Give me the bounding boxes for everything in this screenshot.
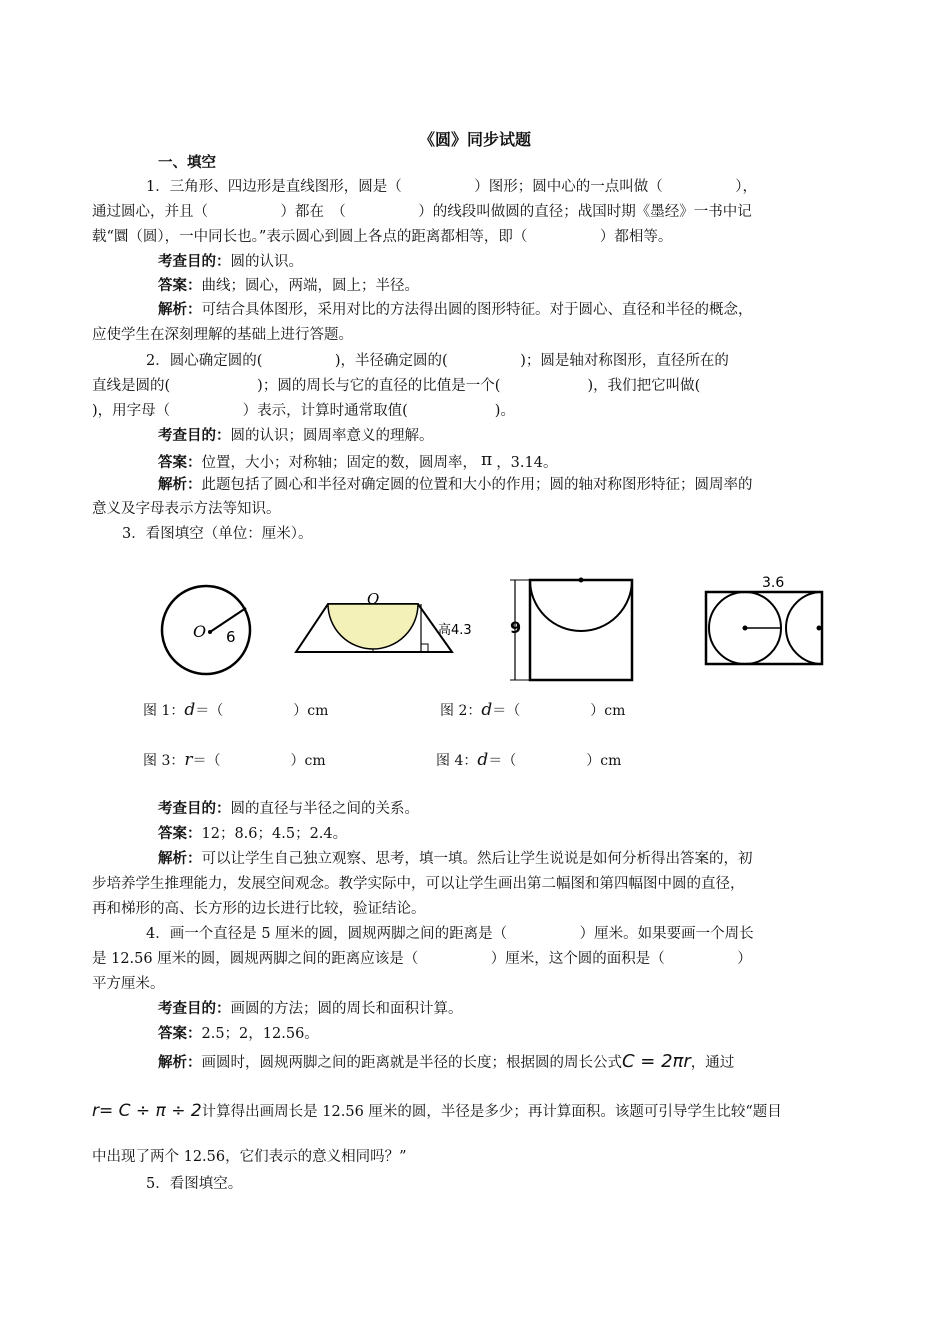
q1-line-2: 通过圆心，并且（ ）都在 （ ）的线段叫做圆的直径；战国时期《墨经》一书中记 [92, 204, 752, 220]
explanation-text: 画圆时，圆规两脚之间的距离就是半径的长度；根据圆的周长公式 [201, 1055, 622, 1071]
radius-formula: r= C ÷ π ÷ 2 [92, 1101, 202, 1121]
q1-line-3: 载“圜（圆），一中同长也。”表示圆心到圆上各点的距离都相等，即（ ）都相等。 [92, 229, 673, 245]
q3-figures [0, 570, 950, 690]
aim-label: 考查目的： [158, 427, 231, 444]
q3-aim [158, 797, 928, 821]
explanation-text: 此题包括了圆心和半径对确定圆的位置和大小的作用；圆的轴对称图形特征；圆周率的 [201, 477, 753, 493]
q2-explanation-2: 意义及字母表示方法等知识。 [92, 501, 281, 517]
q4-explanation-2 [92, 1099, 862, 1124]
figure-4-rectangle [706, 575, 822, 664]
aim-text: 圆的直径与半径之间的关系。 [230, 801, 419, 817]
q2-aim [158, 424, 928, 448]
figure-1-circle [162, 586, 250, 674]
answer-label: 答案： [158, 1025, 202, 1042]
aim-label: 考查目的： [158, 800, 231, 817]
explanation-label: 解析： [158, 301, 202, 318]
answer-text-end: ，3.14。 [496, 455, 558, 471]
answer-text: 曲线；圆心，两端，圆上；半径。 [201, 278, 419, 294]
q2-line-3: )，用字母（ ）表示，计算时通常取值( )。 [92, 403, 515, 419]
q4-line-3: 平方厘米。 [92, 976, 165, 992]
q4-explanation-1 [158, 1050, 928, 1075]
explanation-text: 计算得出画周长是 12.56 厘米的圆，半径是多少；再计算面积。该题可引导学生比较“题目 [201, 1104, 782, 1120]
fig4-caption [436, 750, 621, 770]
caption-variable: d [481, 700, 493, 720]
fig2-caption [440, 700, 625, 720]
fig1-center-label: O [193, 622, 207, 641]
answer-label: 答案： [158, 454, 202, 471]
q1-line-1: 1．三角形、四边形是直线图形，圆是（ ）图形；圆中心的一点叫做（ ）， [146, 179, 757, 195]
caption-prefix: 图 4： [436, 753, 478, 769]
q2-line-1: 2．圆心确定圆的( )，半径确定圆的( )；圆是轴对称图形，直径所在的 [146, 353, 729, 369]
fig2-height-label: 高4.3 [438, 623, 472, 638]
q3-explanation-3: 再和梯形的高、长方形的边长进行比较，验证结论。 [92, 901, 426, 917]
q2-explanation-1 [158, 473, 928, 497]
fig3-side-label: 9 [510, 618, 522, 637]
caption-variable: d [184, 700, 196, 720]
explanation-text-end: ，通过 [690, 1055, 735, 1071]
q4-answer [158, 1022, 928, 1046]
fig2-center-label: O [367, 590, 380, 608]
q4-line-1: 4．画一个直径是 5 厘米的圆，圆规两脚之间的距离是（ ）厘米。如果要画一个周长 [146, 926, 754, 942]
q3-stem: 3．看图填空（单位：厘米）。 [122, 526, 313, 542]
aim-text: 圆的认识；圆周率意义的理解。 [230, 428, 434, 444]
q2-answer [158, 448, 928, 475]
caption-variable: d [477, 750, 489, 770]
answer-text: 位置，大小；对称轴；固定的数，圆周率， [201, 455, 477, 471]
q1-explanation-1 [158, 298, 928, 322]
fig1-caption [143, 700, 328, 720]
q5-stem: 5．看图填空。 [146, 1176, 243, 1192]
answer-text: 2.5；2，12.56。 [201, 1026, 319, 1042]
fig1-radius-label: 6 [226, 628, 236, 646]
circumference-formula: C = 2πr [622, 1051, 691, 1072]
q2-line-2: 直线是圆的( )；圆的周长与它的直径的比值是一个( )，我们把它叫做( [92, 378, 701, 394]
pi-symbol: π [481, 450, 493, 470]
caption-blank: ＝（ ）cm [492, 703, 626, 719]
caption-blank: ＝（ ）cm [192, 753, 326, 769]
aim-text: 画圆的方法；圆的周长和面积计算。 [230, 1001, 463, 1017]
answer-text: 12；8.6；4.5；2.4。 [201, 826, 348, 842]
caption-blank: ＝（ ）cm [195, 703, 329, 719]
q3-explanation-2: 步培养学生推理能力，发展空间观念。教学实际中，可以让学生画出第二幅图和第四幅图中圆的直径， [92, 876, 745, 892]
caption-variable: r [184, 750, 193, 770]
aim-text: 圆的认识。 [230, 254, 303, 270]
explanation-text: 可结合具体图形，采用对比的方法得出圆的图形特征。对于圆心、直径和半径的概念， [201, 302, 753, 318]
page-title: 《圆》同步试题 [418, 130, 531, 149]
q1-answer [158, 274, 928, 298]
q4-explanation-3: 中出现了两个 12.56，它们表示的意义相同吗？” [92, 1149, 407, 1165]
q4-aim [158, 997, 928, 1021]
q3-answer [158, 822, 928, 846]
q1-aim [158, 250, 928, 274]
q4-line-2: 是 12.56 厘米的圆，圆规两脚之间的距离应该是（ ）厘米，这个圆的面积是（ ） [92, 951, 752, 967]
explanation-text: 可以让学生自己独立观察、思考，填一填。然后让学生说说是如何分析得出答案的，初 [201, 851, 753, 867]
explanation-label: 解析： [158, 476, 202, 493]
caption-prefix: 图 3： [143, 753, 185, 769]
section-heading: 一、填空 [158, 154, 216, 171]
q1-explanation-2: 应使学生在深刻理解的基础上进行答题。 [92, 327, 353, 343]
q3-explanation-1 [158, 847, 928, 871]
aim-label: 考查目的： [158, 253, 231, 270]
caption-prefix: 图 1： [143, 703, 185, 719]
explanation-label: 解析： [158, 1054, 202, 1071]
caption-prefix: 图 2： [440, 703, 482, 719]
answer-label: 答案： [158, 825, 202, 842]
fig3-caption [143, 750, 326, 770]
explanation-label: 解析： [158, 850, 202, 867]
caption-blank: ＝（ ）cm [488, 753, 622, 769]
aim-label: 考查目的： [158, 1000, 231, 1017]
fig4-length-label: 3.6 [762, 575, 785, 591]
figure-2-trapezoid [296, 590, 472, 652]
answer-label: 答案： [158, 277, 202, 294]
figure-3-square [510, 578, 632, 681]
